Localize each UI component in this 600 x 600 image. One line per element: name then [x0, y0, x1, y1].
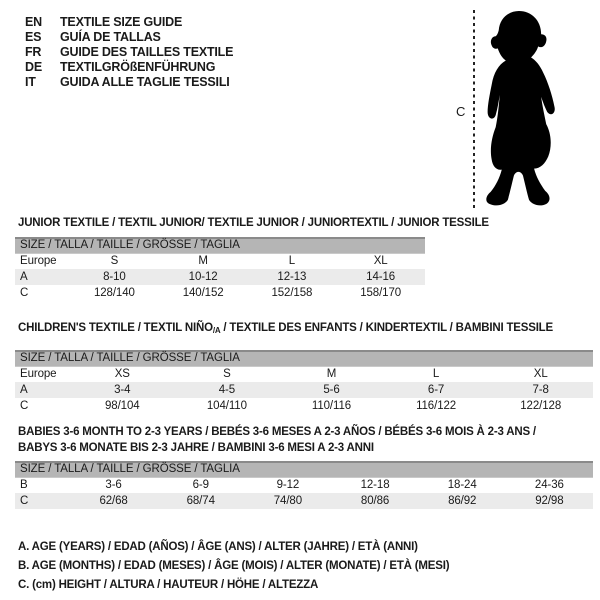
table-row: [15, 493, 593, 509]
table-row: [15, 285, 425, 301]
size-table-children: [15, 350, 593, 414]
size-cell: 14-16: [366, 271, 396, 283]
size-cell: M: [198, 255, 208, 268]
table-row: [15, 253, 425, 269]
size-cell: 7-8: [532, 384, 549, 396]
language-label: TEXTILGRÖßENFÜHRUNG: [60, 60, 216, 74]
size-cell: 4-5: [218, 384, 236, 396]
language-label: TEXTILE SIZE GUIDE: [60, 15, 183, 29]
section-title-babies-line1: BABIES 3-6 MONTH TO 2-3 YEARS / BEBÉS 3-6 MESES A 2-3 AÑOS / BÉBÉS 3-6 MOIS À 2-3 ANS /: [18, 426, 536, 438]
size-cell: 24-36: [534, 479, 564, 492]
language-code: DE: [25, 60, 42, 74]
language-row-de: [25, 60, 233, 75]
height-measure-label-c: C: [456, 104, 466, 119]
size-cell: M: [326, 368, 337, 381]
row-label: A: [20, 384, 28, 396]
size-cell: 140/152: [182, 287, 224, 299]
size-cell: XL: [533, 368, 548, 381]
size-cell: 12-13: [277, 271, 307, 283]
footnote-a: A. AGE (YEARS) / EDAD (AÑOS) / ÂGE (ANS) / ALTER (JAHRE) / ETÀ (ANNI): [18, 541, 418, 553]
size-cell: 98/104: [105, 400, 140, 412]
language-label: GUIDA ALLE TAGLIE TESSILI: [60, 75, 230, 89]
size-cell: 158/170: [360, 287, 402, 299]
size-cell: XL: [373, 255, 388, 268]
row-label: C: [20, 287, 29, 299]
row-label: B: [20, 479, 28, 492]
size-cell: XS: [114, 368, 130, 381]
language-row-es: [25, 30, 233, 45]
language-row-it: [25, 75, 233, 90]
row-label: C: [20, 400, 29, 412]
section-title-children: [18, 322, 553, 334]
size-cell: 104/110: [206, 400, 247, 412]
table-row: [15, 366, 593, 382]
size-cell: 62/68: [99, 495, 128, 507]
size-cell: 18-24: [447, 479, 477, 492]
size-cell: 128/140: [93, 287, 135, 299]
size-table-junior: [15, 237, 425, 301]
size-cell: 6-7: [427, 384, 445, 396]
row-label: Europe: [20, 368, 57, 381]
size-table-header: SIZE / TALLA / TAILLE / GRÖSSE / TAGLIA: [15, 238, 425, 253]
section-title-babies-line2: BABYS 3-6 MONATE BIS 2-3 JAHRE / BAMBINI 3-6 MESI A 2-3 ANNI: [18, 442, 374, 454]
size-cell: L: [432, 368, 440, 381]
size-table-header: SIZE / TALLA / TAILLE / GRÖSSE / TAGLIA: [15, 462, 593, 477]
language-label: GUIDE DES TAILLES TEXTILE: [60, 45, 234, 59]
size-cell: 3-4: [114, 384, 131, 396]
section-title-children-post: / TEXTILE DES ENFANTS / KINDERTEXTIL / BAMBINI TESSILE: [220, 322, 553, 334]
table-row: [15, 269, 425, 285]
size-cell: 92/98: [535, 495, 564, 507]
footnote-b: B. AGE (MONTHS) / EDAD (MESES) / ÂGE (MOIS) / ALTER (MONATE) / ETÀ (MESI): [18, 560, 450, 572]
size-cell: 152/158: [271, 287, 313, 299]
height-measure-dashed-line: [473, 10, 475, 208]
table-row: [15, 477, 593, 493]
baby-silhouette-icon: [484, 10, 566, 208]
row-label: A: [20, 271, 28, 283]
language-code: EN: [25, 15, 42, 29]
section-title-junior: JUNIOR TEXTILE / TEXTIL JUNIOR/ TEXTILE JUNIOR / JUNIORTEXTIL / JUNIOR TESSILE: [18, 217, 489, 229]
size-cell: 8-10: [103, 271, 126, 283]
size-cell: 86/92: [448, 495, 477, 507]
size-table-header: SIZE / TALLA / TAILLE / GRÖSSE / TAGLIA: [15, 351, 593, 366]
footnote-c: C. (cm) HEIGHT / ALTURA / HAUTEUR / HÖHE / ALTEZZA: [18, 579, 319, 591]
size-cell: 68/74: [186, 495, 215, 507]
size-cell: 9-12: [276, 479, 300, 492]
size-table-babies: [15, 461, 593, 509]
size-cell: L: [288, 255, 296, 268]
size-cell: 122/128: [520, 400, 562, 412]
size-cell: 5-6: [323, 384, 340, 396]
section-title-children-subscript: /A: [212, 326, 221, 335]
language-code: IT: [25, 75, 36, 89]
language-row-en: [25, 15, 233, 30]
row-label: Europe: [20, 255, 57, 268]
size-cell: 6-9: [192, 479, 209, 492]
size-cell: 10-12: [188, 271, 218, 283]
language-guide-list: [25, 15, 233, 90]
language-code: ES: [25, 30, 42, 44]
section-title-children-pre: CHILDREN'S TEXTILE / TEXTIL NIÑO: [18, 322, 213, 334]
size-cell: S: [223, 368, 231, 381]
language-label: GUÍA DE TALLAS: [60, 30, 161, 44]
size-cell: S: [110, 255, 119, 268]
table-row: [15, 398, 593, 414]
footnotes: [18, 538, 449, 595]
row-label: C: [20, 495, 29, 507]
language-row-fr: [25, 45, 233, 60]
size-cell: 116/122: [416, 400, 457, 412]
size-cell: 74/80: [273, 495, 303, 507]
table-row: [15, 382, 593, 398]
size-cell: 110/116: [311, 400, 352, 412]
size-cell: 12-18: [360, 479, 390, 492]
language-code: FR: [25, 45, 42, 59]
size-cell: 3-6: [105, 479, 122, 492]
section-title-babies: [18, 424, 536, 456]
size-cell: 80/86: [360, 495, 390, 507]
